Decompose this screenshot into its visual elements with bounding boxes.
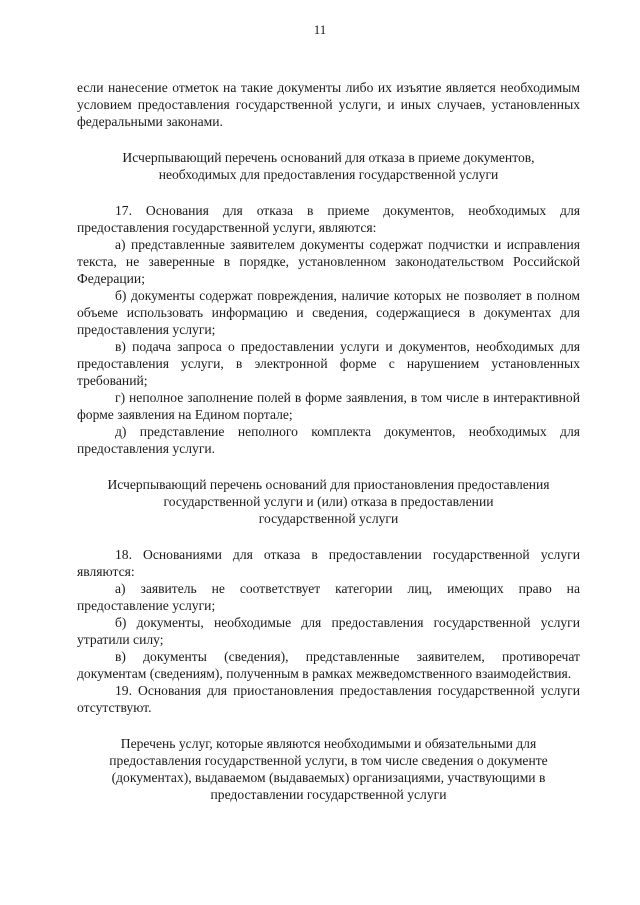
section-19: 19. Основания для приостановления предоставления государственной услуги отсутствуют. [77,683,580,715]
heading-line: предоставления государственной услуги, в том числе сведения о документе [109,753,548,768]
heading-line: государственной услуги и (или) отказа в предоставлении [163,494,494,509]
section-18-item-v: в) документы (сведения), представленные заявителем, противоречат документам (сведениям), полученным в рамках межведомственного взаимодействия. [77,649,580,681]
heading-line: Перечень услуг, которые являются необходимыми и обязательными для [120,736,537,751]
section-17-item-g: г) неполное заполнение полей в форме заявления, в том числе в интерактивной форме заявления на Едином портале; [77,390,580,422]
heading-line: предоставлении государственной услуги [210,787,447,802]
heading-suspension-refusal [77,476,580,527]
heading-line: Исчерпывающий перечень оснований для отказа в приеме документов, [122,150,535,165]
heading-line: Исчерпывающий перечень оснований для приостановления предоставления [107,477,550,492]
page-number: 11 [313,22,327,37]
heading-required-services [77,735,580,803]
heading-line: (документах), выдаваемом (выдаваемых) организациями, участвующими в [111,770,546,785]
heading-line: государственной услуги [258,511,399,526]
section-17-item-v: в) подача запроса о предоставлении услуги и документов, необходимых для предоставления услуги, в электронной форме с нарушением установленных требований; [77,339,580,388]
section-18-lead: 18. Основаниями для отказа в предоставлении государственной услуги являются: [77,547,580,579]
section-18-item-b: б) документы, необходимые для предоставления государственной услуги утратили силу; [77,615,580,647]
heading-refusal-acceptance [77,149,580,183]
section-17-item-b: б) документы содержат повреждения, наличие которых не позволяет в полном объеме использовать информацию и сведения, содержащиеся в документах для предоставления услуги; [77,288,580,337]
heading-line: необходимых для предоставления государственной услуги [158,167,499,182]
intro-paragraph: если нанесение отметок на такие документы либо их изъятие является необходимым условием предоставления государственной услуги, и иных случаев, установленных федеральными законами. [77,80,580,129]
section-18-item-a: а) заявитель не соответствует категории лиц, имеющих право на предоставление услуги; [77,581,580,613]
document-body [77,79,580,803]
section-17-item-d: д) представление неполного комплекта документов, необходимых для предоставления услуги. [77,424,580,456]
section-17-lead: 17. Основания для отказа в приеме документов, необходимых для предоставления государственной услуги, являются: [77,203,580,235]
section-17-item-a: а) представленные заявителем документы содержат подчистки и исправления текста, не заверенные в порядке, установленном законодательством Российской Федерации; [77,237,580,286]
